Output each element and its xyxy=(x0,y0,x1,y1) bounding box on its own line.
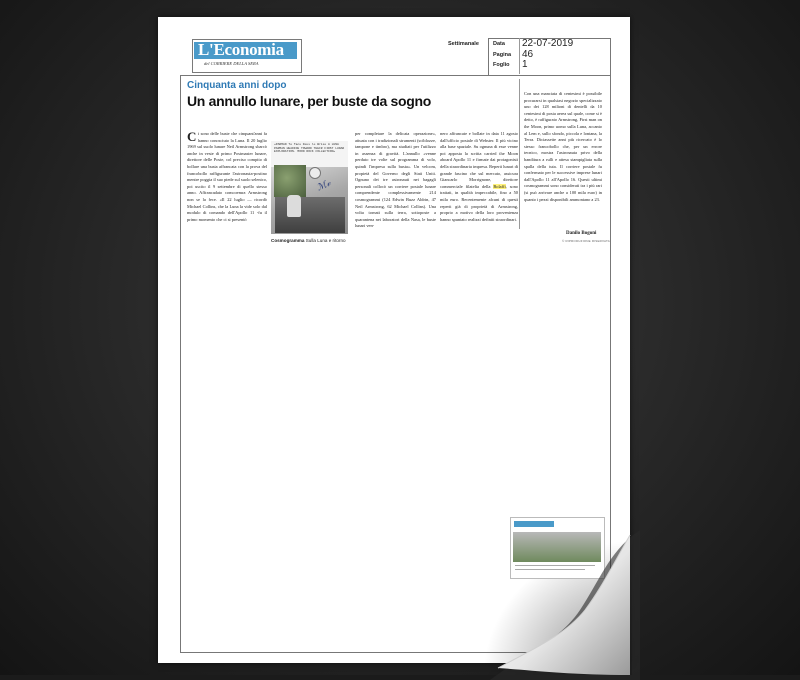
meta-sheet-label: Foglio xyxy=(493,62,510,68)
image-caption xyxy=(271,238,346,243)
publication-logo: L'Economia xyxy=(198,40,284,59)
stamp-image xyxy=(274,165,306,197)
highlighted-term: Bolaffi xyxy=(493,183,506,189)
copyright-note: © RIPRODUZIONE RISERVATA xyxy=(562,239,610,243)
drop-cap: C xyxy=(187,129,197,144)
article-column-2: per completare la delicata operazione», attuata con i tradizionali strumenti (sciblozze, tampone e timbro), ma studiati per l'utilizzo in assenza di gravità. L'annullo «venne perduto tre volte sul programma di volo, quindi l'impresa sulla busta». Un velcom, propietà del Governo degli Stati Uniti. Ognuno dei tre astronauti nei bagagli personali collocò un corriere postale lunare comprendente complessivamente 214 cosmogrammi (124 Edwin Buzz Aldrin, 47 Neil Armstrong, 62 Michael Collins). Una volta tornati sulla terra, sottoposte a quarantena nei laboratori della Nasa, le buste lunari ven- xyxy=(355,131,436,229)
meta-sheet-value: 1 xyxy=(522,59,528,70)
caption-text: Sulla Luna e ritorno xyxy=(305,238,346,243)
caption-bold: Cosmogramma xyxy=(271,238,305,243)
article-column-4: Con una manciata di centesimi è possibile procurarsi in qualsiasi negozio specializzato uno dei 128 milioni di dentelli da 10 centesimi di posta aerea sul quale, come si è detto, è raffigurato Armstrong, First man on the Moon, primo uomo sulla Luna, accanto al Lem e, sullo sfondo, piccola e lontana, la Terra. Diciassette anni più ricercato è lo stesso francobollo che, per un errore tecnico, mostra l'astronauta privo della banditura a rulli e attesa stampigliata sulla spalla della tuta. Il corriere postale fu confermato per le successive imprese lunari dall'Apollo 11 all'Apollo 16. Questi ultimi cosmogrammi sono considerati tra i più rari (si può arrivare anche a 100 mila euro) in quanto i pezzi disponibili ammontano a 23. xyxy=(524,91,602,202)
image-typed-text: «PARMAN To face Deus le Brise A LUNA PARMAN HEADING TOWARD THEIR FIRST LUNAR EXPLORATION. MOON ROCK COLLECTION» xyxy=(271,141,348,167)
column-1-text: i sono delle buste che cinquant'anni fa hanno conosciuto la Luna. Il 20 luglio 1969 sul suolo lunare Neil Armstrong sbarcò anche in veste di primo Postmaster lunare, direttore delle Poste, col preciso compito di bollare una busta affrancata con la prova del francobollo raffigurante l'astronauta-postino mentre poggia il suo piede sul suolo selenico, poi uscito il 9 settembre di quello stesso anno. Affrancadato comcoemra Armstrong non se la fece. «Il 22 luglio — ricordò Michael Collins, che la Luna la vide solo dal modulo di comando dell'Apollo 11 -fu il primo momento che ci si presentò xyxy=(187,131,267,222)
meta-date-label: Data xyxy=(493,41,505,47)
article-column-3 xyxy=(440,131,518,223)
lunar-scene xyxy=(275,197,345,233)
column-divider xyxy=(519,79,520,229)
meta-divider xyxy=(519,38,520,74)
publication-subtitle: del CORRIERE DELLA SERA xyxy=(204,61,259,66)
meta-page-label: Pagina xyxy=(493,52,512,58)
column-3-text-b: , sono trattati, in qualità impeccabile, fino a 50 mila euro. Recentemente alcuni di questi reperti già di proprietà di Armstrong, proprio a motivo della loro provenienza hanno spuntato realizzi definiti straordinari. xyxy=(440,183,519,222)
astronaut-figure xyxy=(287,195,301,217)
page-curl-icon[interactable] xyxy=(490,530,640,680)
meta-date-value: 22-07-2019 xyxy=(522,38,574,49)
article-kicker: Cinquanta anni dopo xyxy=(187,80,287,91)
postmark-icon xyxy=(309,167,321,179)
thumbnail-logo xyxy=(514,521,554,527)
article-column-1 xyxy=(187,131,267,223)
article-headline: Un annullo lunare, per buste da sogno xyxy=(187,93,432,109)
signature-mark: ℳ𝓋 xyxy=(315,178,333,194)
meta-page-value: 46 xyxy=(522,49,534,60)
author-byline: Danilo Bogoni xyxy=(566,231,597,236)
column-3-text-a: nero affrancate e bollate in data 11 agosto dall'ufficio postale di Webster. Il più vicino alla base spaziale. Su ognuna di esse venne poi apposta la scritta carried the Moon aboard Apollo 11 e firmate dai protagonisti della straordinaria impresa. Reperti lunari di grande fascino che sul mercato, assicura Giancarlo Morrignone, direttore commerciale filatelia della xyxy=(440,131,518,189)
cosmogram-image xyxy=(271,141,348,234)
frequency-label: Settimanale xyxy=(448,41,479,47)
